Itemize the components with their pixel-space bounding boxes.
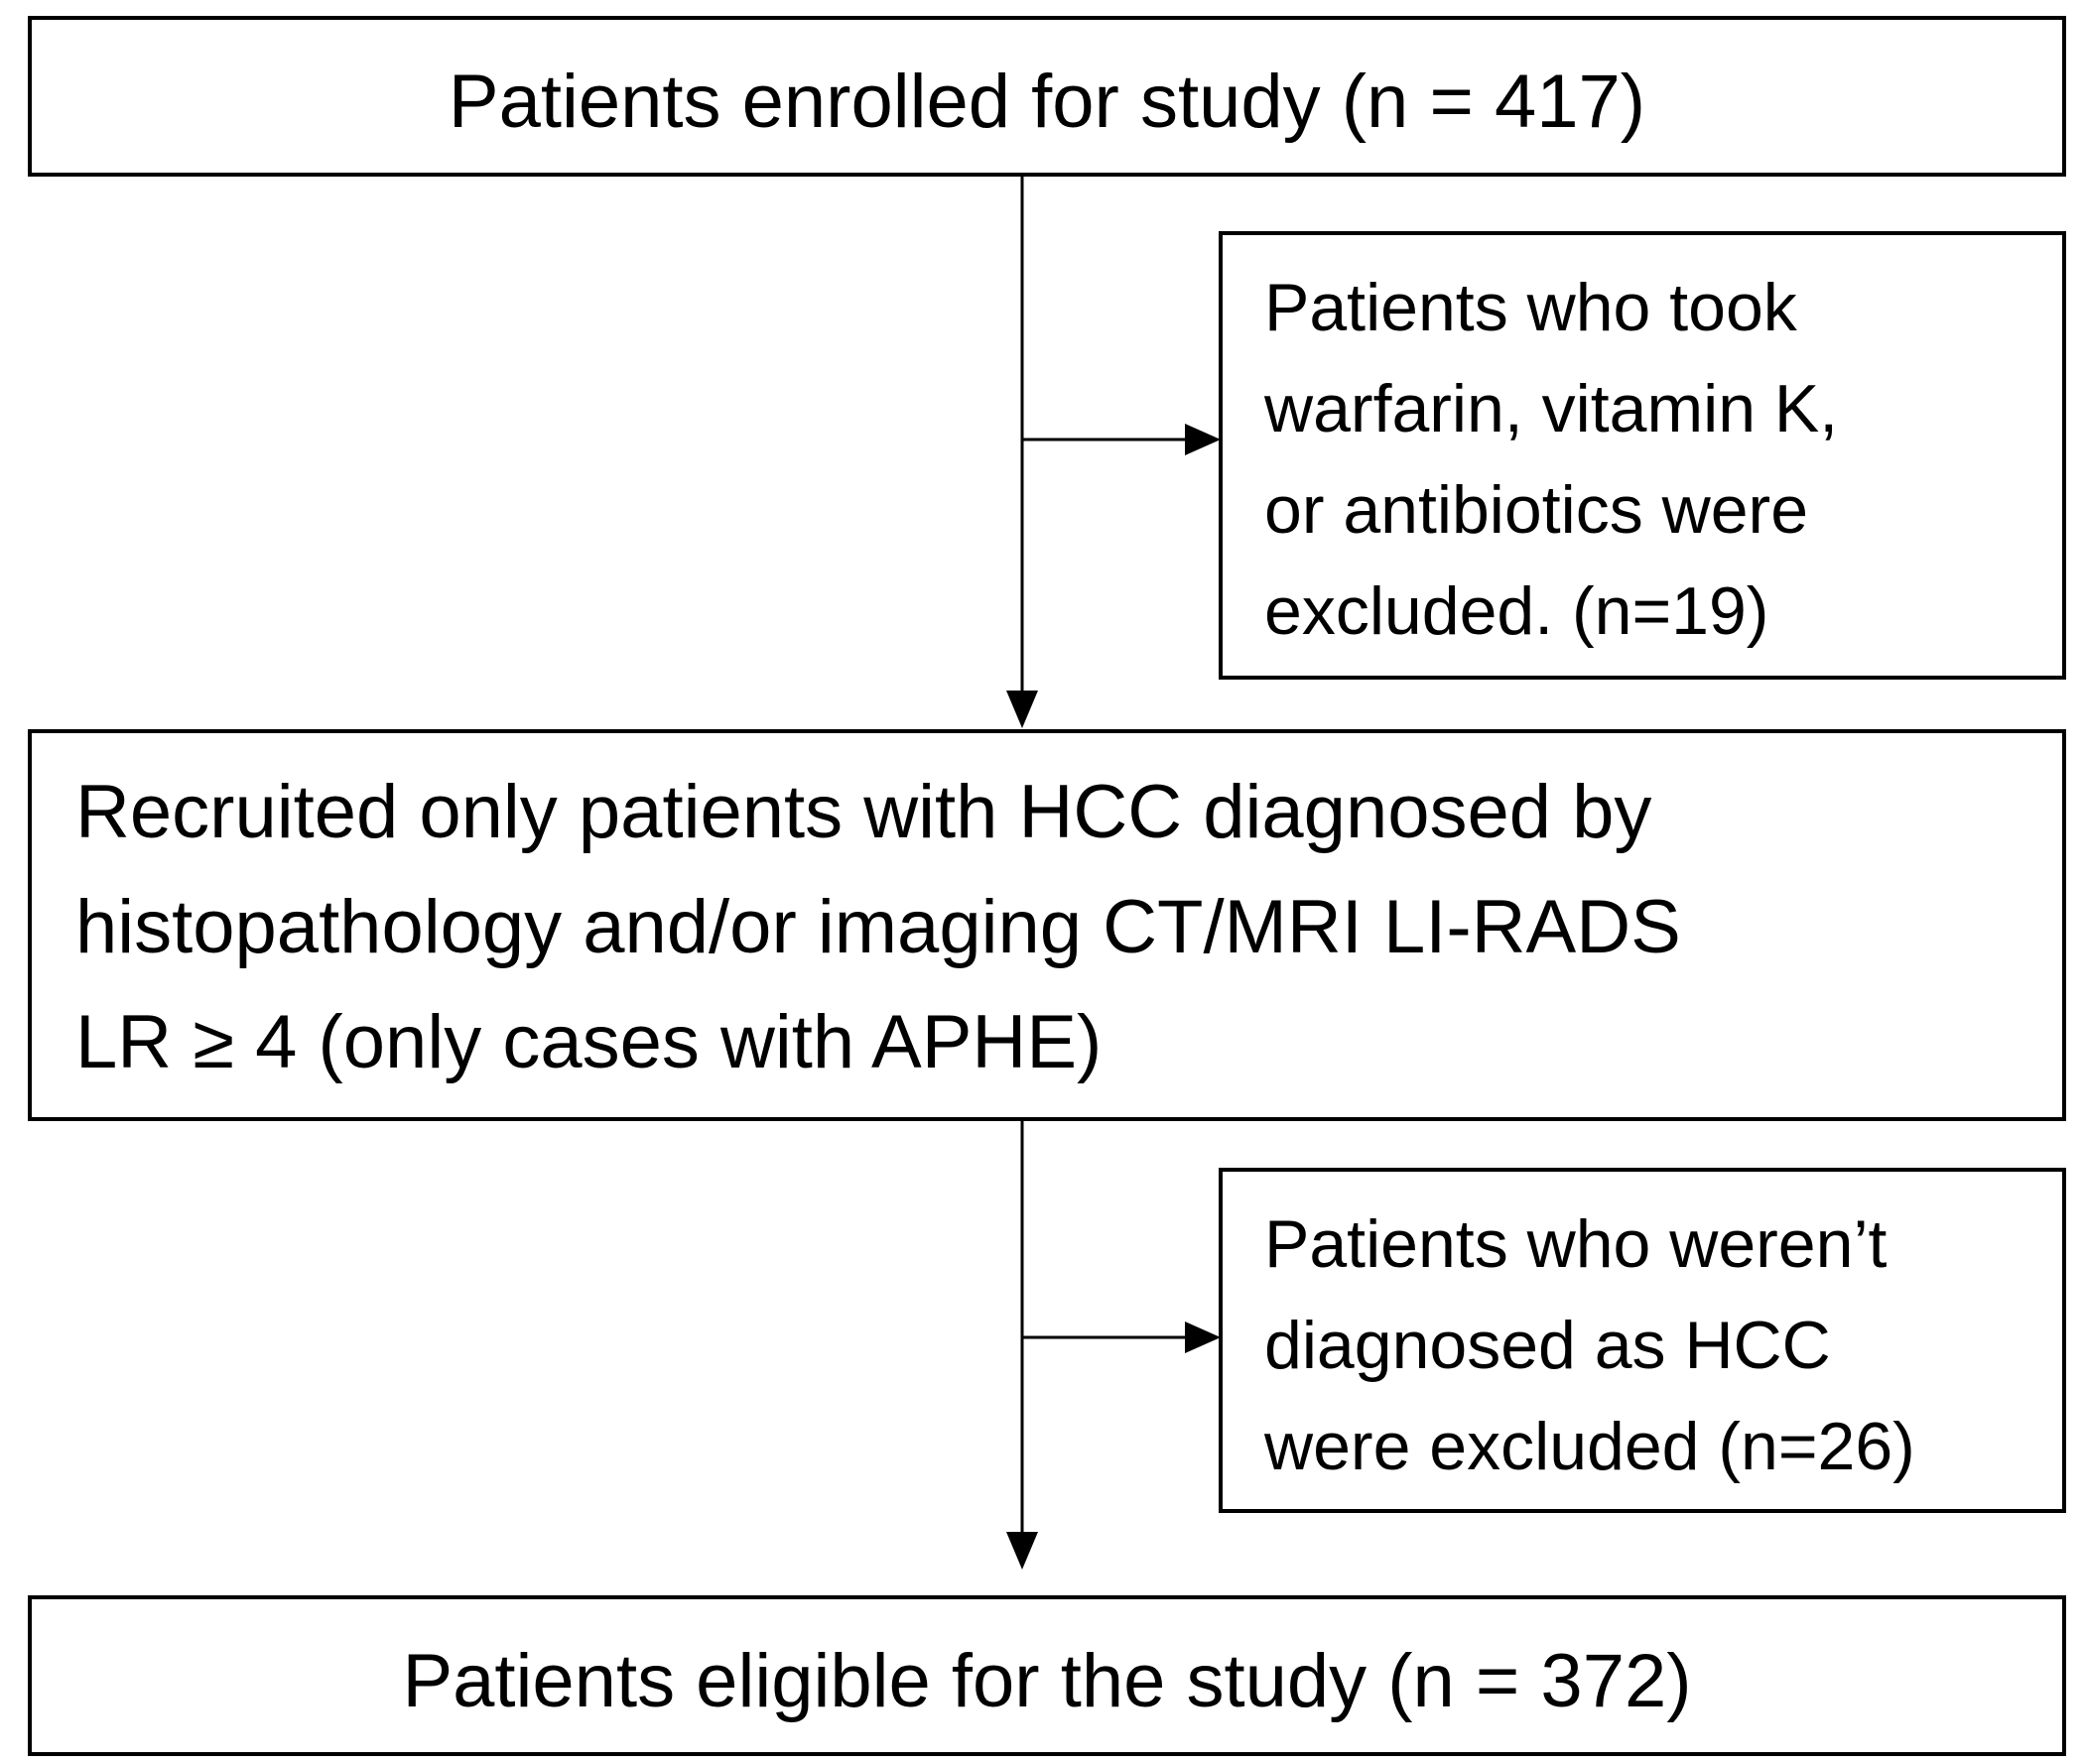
arrowhead-recruited <box>1006 691 1038 728</box>
recruited-line-1: Recruited only patients with HCC diagnosed by <box>75 770 1652 854</box>
exclusion-2-line-3: were excluded (n=26) <box>1264 1409 1915 1484</box>
exclusion-2-text <box>1264 1194 1915 1497</box>
exclusion-2-line-2: diagnosed as HCC <box>1264 1308 1831 1383</box>
recruited-text <box>75 755 1681 1100</box>
exclusion-2-line-1: Patients who weren’t <box>1264 1206 1888 1282</box>
enrolled-label: Patients enrolled for study (n = 417) <box>448 60 1646 144</box>
recruited-line-3: LR ≥ 4 (only cases with APHE) <box>75 1000 1103 1084</box>
exclusion-1-box <box>1219 231 2066 680</box>
exclusion-1-line-4: excluded. (n=19) <box>1264 573 1769 649</box>
eligible-label: Patients eligible for the study (n = 372) <box>402 1639 1692 1723</box>
exclusion-1-line-1: Patients who took <box>1264 270 1797 345</box>
exclusion-1-line-3: or antibiotics were <box>1264 472 1809 548</box>
eligible-box <box>28 1595 2066 1756</box>
exclusion-2-box <box>1219 1168 2066 1513</box>
enrolled-box <box>28 16 2066 177</box>
arrowhead-exclusion-2 <box>1185 1322 1221 1353</box>
exclusion-1-text <box>1264 257 1838 662</box>
arrowhead-exclusion-1 <box>1185 424 1221 455</box>
recruited-line-2: histopathology and/or imaging CT/MRI LI-RADS <box>75 885 1681 969</box>
arrowhead-eligible <box>1006 1532 1038 1570</box>
recruited-box <box>28 729 2066 1121</box>
exclusion-1-line-2: warfarin, vitamin K, <box>1264 371 1839 446</box>
